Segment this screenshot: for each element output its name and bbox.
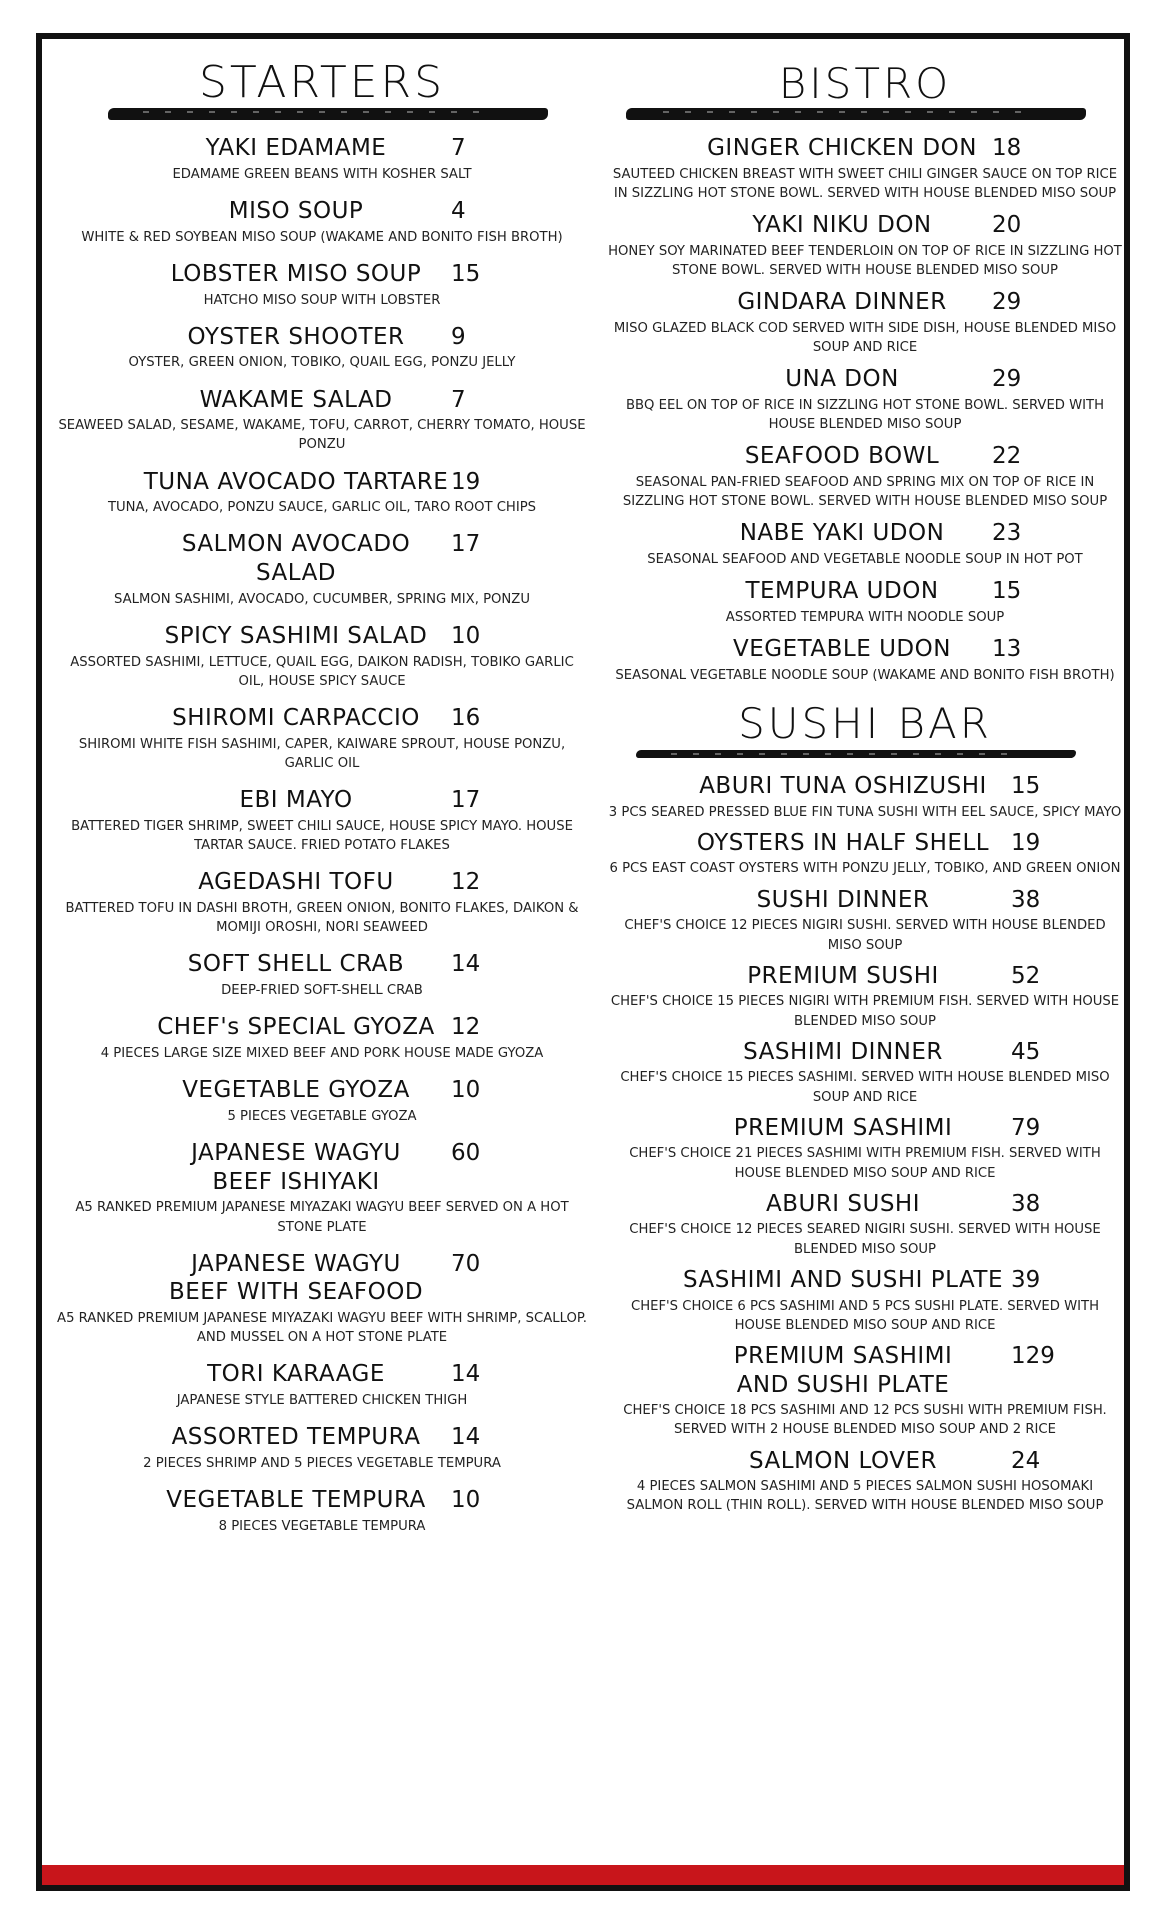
menu-item bbox=[56, 950, 588, 1000]
menu-item-description: SEASONAL SEAFOOD AND VEGETABLE NOODLE SOUP IN HOT POT bbox=[647, 551, 1083, 567]
menu-item-description: ASSORTED TEMPURA WITH NOODLE SOUP bbox=[725, 609, 1005, 625]
menu-item-header bbox=[56, 1013, 588, 1042]
menu-item bbox=[608, 577, 1122, 627]
menu-item-description: CHEF'S CHOICE 18 PCS SASHIMI AND 12 PCS SUSHI WITH PREMIUM FISH. SERVED WITH 2 HOUSE BLENDED MISO SOUP AND 2 RICE bbox=[623, 1403, 1107, 1438]
menu-item-name: TORI KARAAGE bbox=[207, 1361, 385, 1388]
menu-item-description: CHEF'S CHOICE 12 PIECES NIGIRI SUSHI. SERVED WITH HOUSE BLENDED MISO SOUP bbox=[624, 918, 1106, 953]
menu-item-price: 12 bbox=[451, 869, 481, 896]
menu-item-header bbox=[56, 1139, 588, 1197]
menu-item-header bbox=[608, 577, 1122, 606]
menu-item-price: 15 bbox=[1011, 772, 1041, 799]
menu-item bbox=[608, 1447, 1122, 1516]
menu-item bbox=[608, 134, 1122, 203]
starters-list bbox=[56, 134, 588, 1536]
menu-item-description: CHEF'S CHOICE 12 PIECES SEARED NIGIRI SUSHI. SERVED WITH HOUSE BLENDED MISO SOUP bbox=[629, 1222, 1101, 1257]
menu-item-header bbox=[608, 442, 1122, 471]
menu-item-description: 2 PIECES SHRIMP AND 5 PIECES VEGETABLE TEMPURA bbox=[143, 1456, 501, 1472]
menu-item-description: A5 RANKED PREMIUM JAPANESE MIYAZAKI WAGYU BEEF SERVED ON A HOT STONE PLATE bbox=[75, 1200, 569, 1235]
menu-item bbox=[608, 288, 1122, 357]
menu-item-description: EDAMAME GREEN BEANS WITH KOSHER SALT bbox=[172, 166, 472, 182]
menu-item bbox=[56, 1423, 588, 1473]
menu-item-price: 14 bbox=[451, 1424, 481, 1451]
menu-item-name: VEGETABLE UDON bbox=[733, 635, 951, 662]
menu-item-header bbox=[56, 868, 588, 897]
menu-item-header bbox=[56, 386, 588, 415]
menu-item-description: SEASONAL VEGETABLE NOODLE SOUP (WAKAME AND BONITO FISH BROTH) bbox=[615, 667, 1115, 683]
left-column bbox=[56, 39, 588, 1549]
menu-item-price: 20 bbox=[992, 212, 1022, 239]
menu-item-header bbox=[608, 288, 1122, 317]
menu-item-name: TUNA AVOCADO TARTARE bbox=[143, 468, 449, 495]
menu-item-price: 38 bbox=[1011, 886, 1041, 913]
menu-item-price: 79 bbox=[1011, 1114, 1041, 1141]
menu-item-description: 4 PIECES LARGE SIZE MIXED BEEF AND PORK HOUSE MADE GYOZA bbox=[100, 1045, 544, 1061]
menu-item-name: SUSHI DINNER bbox=[756, 886, 930, 913]
menu-item-header bbox=[608, 519, 1122, 548]
menu-item-name: SASHIMI AND SUSHI PLATE bbox=[682, 1266, 1003, 1293]
menu-item-description: 3 PCS SEARED PRESSED BLUE FIN TUNA SUSHI WITH EEL SAUCE, SPICY MAYO bbox=[608, 804, 1122, 820]
menu-item-name: PREMIUM SASHIMI bbox=[733, 1114, 953, 1141]
menu-item-description: BBQ EEL ON TOP OF RICE IN SIZZLING HOT STONE BOWL. SERVED WITH HOUSE BLENDED MISO SOUP bbox=[625, 397, 1105, 432]
menu-item-name: CHEF's SPECIAL GYOZA bbox=[157, 1014, 435, 1041]
menu-item-header bbox=[608, 134, 1122, 163]
menu-item-header bbox=[56, 134, 588, 163]
menu-item-price: 38 bbox=[1011, 1190, 1041, 1217]
menu-item-description: SEAWEED SALAD, SESAME, WAKAME, TOFU, CARROT, CHERRY TOMATO, HOUSE PONZU bbox=[58, 418, 586, 453]
menu-item-name: SPICY SASHIMI SALAD bbox=[164, 623, 428, 650]
menu-item bbox=[56, 1139, 588, 1237]
menu-item-price: 15 bbox=[451, 260, 481, 287]
menu-item-header bbox=[608, 635, 1122, 664]
menu-item bbox=[56, 468, 588, 518]
menu-item-description: 6 PCS EAST COAST OYSTERS WITH PONZU JELLY, TOBIKO, AND GREEN ONION bbox=[609, 861, 1121, 877]
menu-item bbox=[56, 704, 588, 773]
menu-item-name: YAKI NIKU DON bbox=[752, 212, 932, 239]
menu-item-name: TEMPURA UDON bbox=[745, 578, 939, 605]
menu-item-price: 22 bbox=[992, 443, 1022, 470]
menu-item-price: 19 bbox=[451, 468, 481, 495]
menu-item bbox=[608, 772, 1122, 822]
menu-item-description: SAUTEED CHICKEN BREAST WITH SWEET CHILI GINGER SAUCE ON TOP RICE IN SIZZLING HOT STONE BOWL. SERVED WITH HOUSE BLENDED MISO SOUP bbox=[612, 166, 1118, 201]
menu-item-name: OYSTERS IN HALF SHELL bbox=[696, 829, 990, 856]
menu-item-price: 129 bbox=[1011, 1342, 1055, 1369]
menu-item-description: CHEF'S CHOICE 15 PIECES SASHIMI. SERVED WITH HOUSE BLENDED MISO SOUP AND RICE bbox=[620, 1070, 1110, 1105]
menu-item-name: GINGER CHICKEN DON bbox=[707, 135, 977, 161]
menu-item-header bbox=[56, 1486, 588, 1515]
menu-item-name: SALMON LOVER bbox=[749, 1447, 937, 1474]
menu-item-price: 70 bbox=[451, 1250, 481, 1277]
menu-item-description: CHEF'S CHOICE 21 PIECES SASHIMI WITH PREMIUM FISH. SERVED WITH HOUSE BLENDED MISO SOUP AND RICE bbox=[629, 1146, 1101, 1181]
menu-item-description: 4 PIECES SALMON SASHIMI AND 5 PIECES SALMON SUSHI HOSOMAKI SALMON ROLL (THIN ROLL). SERVED WITH HOUSE BLENDED MISO SOUP bbox=[626, 1479, 1104, 1514]
menu-item-header bbox=[608, 1114, 1122, 1143]
menu-item-description: ASSORTED SASHIMI, LETTUCE, QUAIL EGG, DAIKON RADISH, TOBIKO GARLIC OIL, HOUSE SPICY SAUCE bbox=[70, 654, 574, 690]
menu-item-name: SHIROMI CARPACCIO bbox=[172, 705, 420, 732]
menu-item-name: VEGETABLE TEMPURA bbox=[166, 1487, 426, 1514]
menu-item-description: TUNA, AVOCADO, PONZU SAUCE, GARLIC OIL, TARO ROOT CHIPS bbox=[107, 500, 537, 516]
menu-item-header bbox=[56, 197, 588, 226]
menu-item-name: PREMIUM SASHIMI AND SUSHI PLATE bbox=[733, 1342, 953, 1398]
menu-item bbox=[56, 530, 588, 609]
menu-item bbox=[56, 868, 588, 937]
menu-item-header bbox=[56, 786, 588, 815]
menu-item-price: 45 bbox=[1011, 1038, 1041, 1065]
menu-item-header bbox=[608, 1038, 1122, 1067]
menu-item bbox=[56, 323, 588, 373]
starters-brush-divider bbox=[108, 108, 548, 120]
menu-item-name: MISO SOUP bbox=[228, 197, 364, 224]
menu-item-price: 52 bbox=[1011, 962, 1041, 989]
menu-item-price: 29 bbox=[992, 289, 1022, 316]
menu-item-name: EBI MAYO bbox=[239, 787, 353, 814]
menu-item bbox=[56, 260, 588, 310]
menu-item-price: 9 bbox=[451, 323, 466, 350]
menu-item-name: WAKAME SALAD bbox=[199, 386, 393, 413]
menu-item-description: CHEF'S CHOICE 6 PCS SASHIMI AND 5 PCS SUSHI PLATE. SERVED WITH HOUSE BLENDED MISO SOUP AND RICE bbox=[631, 1298, 1099, 1333]
menu-item-price: 16 bbox=[451, 705, 481, 732]
menu-item bbox=[608, 519, 1122, 569]
menu-frame bbox=[36, 33, 1130, 1891]
menu-item-price: 7 bbox=[451, 135, 466, 161]
menu-item-description: A5 RANKED PREMIUM JAPANESE MIYAZAKI WAGYU BEEF WITH SHRIMP, SCALLOP. AND MUSSEL ON A HOT STONE PLATE bbox=[57, 1311, 587, 1346]
menu-item-name: SALMON AVOCADO SALAD bbox=[181, 531, 411, 587]
footer-red-bar bbox=[42, 1865, 1124, 1885]
menu-item-description: 8 PIECES VEGETABLE TEMPURA bbox=[218, 1519, 426, 1535]
starters-section bbox=[56, 57, 588, 1536]
menu-item-price: 14 bbox=[451, 1361, 481, 1388]
menu-item bbox=[608, 962, 1122, 1031]
menu-item bbox=[608, 211, 1122, 280]
menu-item-header bbox=[608, 1266, 1122, 1295]
menu-item-header bbox=[608, 772, 1122, 801]
menu-item-description: CHEF'S CHOICE 15 PIECES NIGIRI WITH PREMIUM FISH. SERVED WITH HOUSE BLENDED MISO SOUP bbox=[610, 994, 1120, 1029]
menu-item bbox=[56, 134, 588, 184]
menu-item-description: HONEY SOY MARINATED BEEF TENDERLOIN ON TOP OF RICE IN SIZZLING HOT STONE BOWL. SERVED WITH HOUSE BLENDED MISO SOUP bbox=[608, 243, 1122, 278]
menu-item-price: 18 bbox=[992, 135, 1022, 161]
menu-item-description: WHITE & RED SOYBEAN MISO SOUP (WAKAME AND BONITO FISH BROTH) bbox=[81, 229, 563, 245]
menu-item-name: ASSORTED TEMPURA bbox=[171, 1424, 421, 1451]
sushi-bar-list bbox=[608, 772, 1122, 1516]
menu-item-price: 13 bbox=[992, 635, 1022, 662]
bistro-section bbox=[608, 59, 1122, 685]
menu-item bbox=[608, 365, 1122, 434]
menu-item-header bbox=[608, 365, 1122, 394]
menu-item-name: JAPANESE WAGYU BEEF ISHIYAKI bbox=[191, 1139, 401, 1195]
menu-item-description: SEASONAL PAN-FRIED SEAFOOD AND SPRING MIX ON TOP OF RICE IN SIZZLING HOT STONE BOWL. SERVED WITH HOUSE BLENDED MISO SOUP bbox=[622, 474, 1108, 510]
menu-item bbox=[56, 622, 588, 691]
menu-item bbox=[608, 1114, 1122, 1183]
menu-item-name: ABURI TUNA OSHIZUSHI bbox=[699, 772, 987, 799]
menu-item-price: 24 bbox=[1011, 1447, 1041, 1474]
menu-item bbox=[608, 1190, 1122, 1259]
menu-item-description: MISO GLAZED BLACK COD SERVED WITH SIDE DISH, HOUSE BLENDED MISO SOUP AND RICE bbox=[613, 320, 1117, 355]
menu-item-price: 7 bbox=[451, 386, 466, 413]
starters-title: STARTERS bbox=[198, 57, 446, 108]
menu-item-header bbox=[56, 950, 588, 979]
menu-item bbox=[608, 635, 1122, 685]
menu-item-price: 10 bbox=[451, 1077, 481, 1104]
menu-item bbox=[608, 886, 1122, 955]
menu-item-price: 39 bbox=[1011, 1266, 1041, 1293]
menu-item bbox=[56, 386, 588, 455]
menu-item-header bbox=[56, 1423, 588, 1452]
menu-item-name: OYSTER SHOOTER bbox=[187, 323, 405, 350]
menu-item-description: OYSTER, GREEN ONION, TOBIKO, QUAIL EGG, PONZU JELLY bbox=[128, 355, 516, 371]
menu-item-header bbox=[608, 211, 1122, 240]
menu-item-price: 14 bbox=[451, 951, 481, 978]
menu-item-price: 15 bbox=[992, 578, 1022, 605]
menu-item-header bbox=[56, 704, 588, 733]
bistro-brush-divider bbox=[626, 108, 1086, 120]
menu-item-description: SALMON SASHIMI, AVOCADO, CUCUMBER, SPRING MIX, PONZU bbox=[113, 591, 530, 607]
menu-item-price: 10 bbox=[451, 623, 481, 650]
menu-item bbox=[56, 1486, 588, 1536]
menu-item-name: SASHIMI DINNER bbox=[743, 1038, 943, 1065]
bistro-list bbox=[608, 134, 1122, 685]
menu-item bbox=[608, 1038, 1122, 1107]
menu-item bbox=[608, 1266, 1122, 1335]
menu-item-price: 17 bbox=[451, 787, 481, 814]
menu-item-header bbox=[608, 886, 1122, 915]
menu-item-header bbox=[608, 829, 1122, 858]
menu-item bbox=[56, 197, 588, 247]
menu-item-header bbox=[608, 962, 1122, 991]
menu-item bbox=[56, 1076, 588, 1126]
menu-item-header bbox=[56, 622, 588, 651]
right-column bbox=[608, 39, 1122, 1523]
bistro-title: BISTRO bbox=[778, 59, 952, 108]
menu-item-price: 19 bbox=[1011, 829, 1041, 856]
menu-item-header bbox=[56, 260, 588, 289]
menu-item-price: 4 bbox=[451, 197, 466, 224]
menu-item-description: JAPANESE STYLE BATTERED CHICKEN THIGH bbox=[176, 1393, 468, 1409]
menu-item-name: SEAFOOD BOWL bbox=[744, 443, 940, 470]
menu-item bbox=[608, 829, 1122, 879]
menu-item bbox=[608, 442, 1122, 511]
menu-item-header bbox=[56, 1076, 588, 1105]
menu-item-name: YAKI EDAMAME bbox=[205, 135, 387, 161]
menu-item-name: LOBSTER MISO SOUP bbox=[170, 260, 422, 287]
menu-item-name: UNA DON bbox=[785, 366, 899, 393]
menu-item-price: 60 bbox=[451, 1139, 481, 1166]
menu-item-description: BATTERED TIGER SHRIMP, SWEET CHILI SAUCE, HOUSE SPICY MAYO. HOUSE TARTAR SAUCE. FRIED POTATO FLAKES bbox=[71, 818, 573, 854]
menu-item-name: AGEDASHI TOFU bbox=[198, 869, 394, 896]
menu-item-header bbox=[56, 530, 588, 588]
menu-item-name: NABE YAKI UDON bbox=[739, 520, 945, 547]
menu-item-description: SHIROMI WHITE FISH SASHIMI, CAPER, KAIWARE SPROUT, HOUSE PONZU, GARLIC OIL bbox=[78, 736, 566, 772]
menu-item-name: GINDARA DINNER bbox=[737, 289, 947, 316]
menu-item bbox=[608, 1342, 1122, 1440]
menu-item-price: 12 bbox=[451, 1014, 481, 1041]
sushi-bar-title: SUSHI BAR bbox=[738, 698, 992, 748]
menu-item-description: HATCHO MISO SOUP WITH LOBSTER bbox=[203, 292, 441, 308]
menu-item-header bbox=[56, 323, 588, 352]
menu-item-name: SOFT SHELL CRAB bbox=[187, 951, 405, 978]
menu-item-header bbox=[608, 1447, 1122, 1476]
menu-item-description: 5 PIECES VEGETABLE GYOZA bbox=[227, 1108, 417, 1124]
menu-item bbox=[56, 786, 588, 855]
menu-item-description: DEEP-FRIED SOFT-SHELL CRAB bbox=[221, 983, 423, 998]
menu-item-name: VEGETABLE GYOZA bbox=[182, 1077, 410, 1104]
menu-item-header bbox=[56, 468, 588, 497]
menu-item-description: BATTERED TOFU IN DASHI BROTH, GREEN ONION, BONITO FLAKES, DAIKON & MOMIJI OROSHI, NORI SEAWEED bbox=[65, 900, 579, 936]
menu-item-header bbox=[608, 1342, 1122, 1400]
menu-item-price: 17 bbox=[451, 531, 481, 558]
menu-item-price: 29 bbox=[992, 366, 1022, 393]
sushi-bar-section bbox=[608, 699, 1122, 1516]
menu-item-price: 10 bbox=[451, 1487, 481, 1514]
sushi-bar-brush-divider bbox=[636, 750, 1076, 758]
menu-item bbox=[56, 1013, 588, 1063]
menu-item bbox=[56, 1250, 588, 1348]
menu-item-header bbox=[56, 1360, 588, 1389]
menu-item bbox=[56, 1360, 588, 1410]
menu-item-name: ABURI SUSHI bbox=[765, 1190, 921, 1217]
menu-item-price: 23 bbox=[992, 520, 1022, 547]
menu-item-header bbox=[56, 1250, 588, 1308]
menu-item-header bbox=[608, 1190, 1122, 1219]
menu-item-name: JAPANESE WAGYU BEEF WITH SEAFOOD bbox=[168, 1250, 424, 1306]
menu-item-name: PREMIUM SUSHI bbox=[747, 962, 939, 989]
